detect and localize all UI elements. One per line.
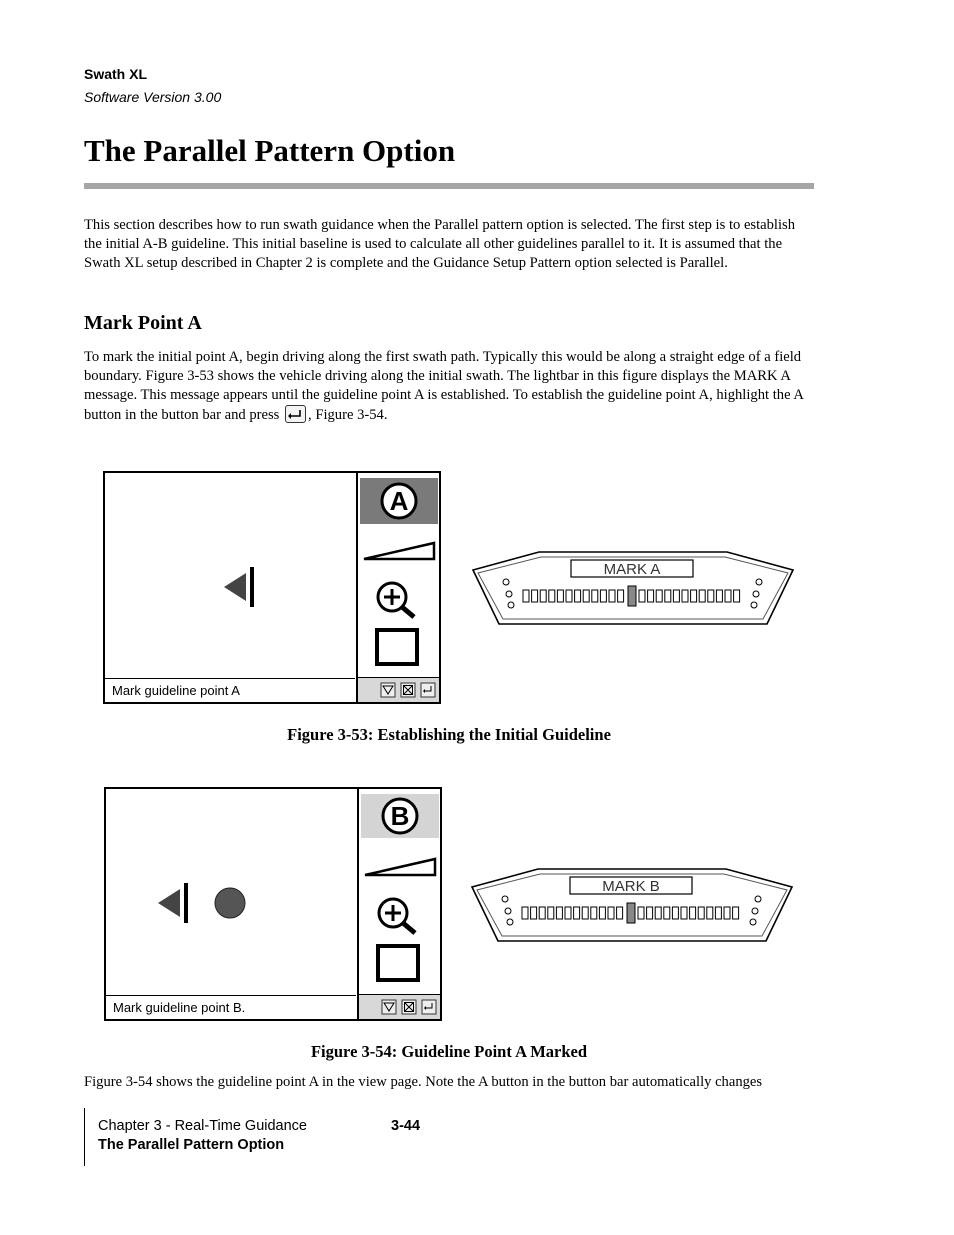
lightbar-led-segment [664, 907, 670, 919]
mark-point-text: To mark the initial point A, begin driving along the first swath path. Typically this would be along a straight edge of a field boundary. Figure 3-53 shows the vehicle driving along the initial swath. The lightbar in this figure displays the MARK A message. This message appears until the guideline point A is established. To establish the guideline point A, highlight the A button in the button bar and press [84, 349, 804, 423]
lightbar-led-segment [617, 907, 623, 919]
cancel-key-icon[interactable] [400, 682, 416, 698]
figure-caption-54: Figure 3-54: Guideline Point A Marked [310, 1042, 588, 1061]
lightbar-led-segment [673, 590, 679, 602]
lightbar-led-segment [716, 590, 722, 602]
sensitivity-icon[interactable] [362, 539, 436, 561]
vehicle-marker-icon [220, 563, 260, 611]
lightbar-led-segment [638, 907, 644, 919]
lightbar-led-segment [691, 590, 697, 602]
footer-rule [84, 1108, 85, 1166]
lightbar-led-segment [655, 907, 661, 919]
lightbar-led-segment [575, 590, 581, 602]
lightbar-led-segment [600, 590, 606, 602]
section-heading: Mark Point A [84, 312, 202, 334]
footer-page-number: 3-44 [391, 1118, 421, 1134]
soft-key-bar [358, 677, 439, 702]
lightbar-led-segment [532, 590, 538, 602]
lightbar-led-segment [565, 907, 571, 919]
button-sidebar [356, 473, 439, 702]
lightbar-led-segment [734, 590, 740, 602]
lightbar-led-segment [725, 590, 731, 602]
button-sidebar [357, 789, 440, 1019]
page-title: The Parallel Pattern Option [84, 133, 456, 168]
screen-view-icon[interactable] [376, 944, 422, 984]
lightbar-led-segment [690, 907, 696, 919]
lightbar-led-segment [618, 590, 624, 602]
status-line: Mark guideline point A [105, 678, 355, 702]
zoom-in-icon[interactable] [375, 895, 425, 935]
intro-paragraph: This section describes how to run swath guidance when the Parallel pattern option is selected. The first step is to establish the initial A-B guideline. This initial baseline is used to calculate all other guidelines parallel to it. It is assumed that the Swath XL setup described in Chapter 2 is complete and the Guidance Setup Pattern option selected is Parallel. [84, 217, 796, 271]
lightbar-led-segment [548, 907, 554, 919]
lightbar-led-segment [531, 907, 537, 919]
screen-view-icon[interactable] [375, 628, 421, 668]
svg-text:MARK B: MARK B [602, 878, 660, 895]
lightbar-led-segment [672, 907, 678, 919]
vehicle-and-point-a-icon [154, 879, 248, 927]
lightbar-led-segment [648, 590, 654, 602]
lightbar-led-segment [707, 907, 713, 919]
lightbar-led-segment [724, 907, 730, 919]
lightbar-led-segment [647, 907, 653, 919]
lightbar-led-segment [591, 907, 597, 919]
lightbar-display-a [469, 548, 797, 628]
lightbar-led-segment [522, 907, 528, 919]
footer-section: The Parallel Pattern Option [98, 1137, 285, 1153]
svg-text:A: A [389, 486, 409, 516]
lightbar-led-segment [733, 907, 739, 919]
lightbar-led-segment [682, 590, 688, 602]
enter-key-icon[interactable] [420, 682, 436, 698]
enter-key-icon[interactable] [421, 999, 437, 1015]
svg-text:MARK A: MARK A [603, 561, 661, 578]
lightbar-led-segment [656, 590, 662, 602]
lightbar-led-segment [566, 590, 572, 602]
lightbar-led-segment [557, 590, 563, 602]
title-rule [84, 183, 814, 189]
lightbar-led-segment [698, 907, 704, 919]
lightbar-led-segment [699, 590, 705, 602]
soft-key-bar [359, 994, 440, 1019]
lightbar-led-segment [681, 907, 687, 919]
lightbar-led-segment [540, 590, 546, 602]
zoom-in-icon[interactable] [374, 579, 424, 619]
lightbar-led-segment [574, 907, 580, 919]
lightbar-led-segment [708, 590, 714, 602]
lightbar-led-segment [599, 907, 605, 919]
lightbar-led-segment [665, 590, 671, 602]
lightbar-led-segment [539, 907, 545, 919]
down-arrow-key-icon[interactable] [381, 999, 397, 1015]
svg-text:B: B [390, 801, 410, 831]
down-arrow-key-icon[interactable] [380, 682, 396, 698]
lightbar-led-segment [549, 590, 555, 602]
lightbar-led-segment [523, 590, 529, 602]
mark-letter-icon [379, 481, 419, 521]
lightbar-led-segment [639, 590, 645, 602]
lightbar-led-segment [608, 907, 614, 919]
mark-button-highlight[interactable] [361, 794, 439, 838]
lightbar-led-segment [556, 907, 562, 919]
footer-chapter: Chapter 3 - Real-Time Guidance [98, 1118, 307, 1134]
mark-point-text-end: , Figure 3-54. [308, 407, 388, 423]
view-page-screen-b [104, 787, 442, 1021]
lightbar-led-segment [592, 590, 598, 602]
mark-button-highlight[interactable] [360, 478, 438, 524]
lightbar-led-segment [582, 907, 588, 919]
lightbar-led-segment [715, 907, 721, 919]
lightbar-led-segment [609, 590, 615, 602]
figure-caption-53: Figure 3-53: Establishing the Initial Guideline [287, 725, 611, 744]
status-line: Mark guideline point B. [106, 995, 356, 1019]
enter-key-icon [285, 405, 306, 423]
lightbar-led-segment [583, 590, 589, 602]
lightbar-display-b [468, 865, 796, 945]
header-software-version: Software Version 3.00 [84, 89, 222, 105]
mark-letter-icon [380, 796, 420, 836]
view-page-screen-a [103, 471, 441, 704]
mark-point-paragraph [84, 348, 814, 425]
header-product-name: Swath XL [84, 66, 148, 82]
cancel-key-icon[interactable] [401, 999, 417, 1015]
trailing-paragraph: Figure 3-54 shows the guideline point A in the view page. Note the A button in the button bar automatically changes [84, 1074, 763, 1090]
sensitivity-icon[interactable] [363, 855, 437, 877]
